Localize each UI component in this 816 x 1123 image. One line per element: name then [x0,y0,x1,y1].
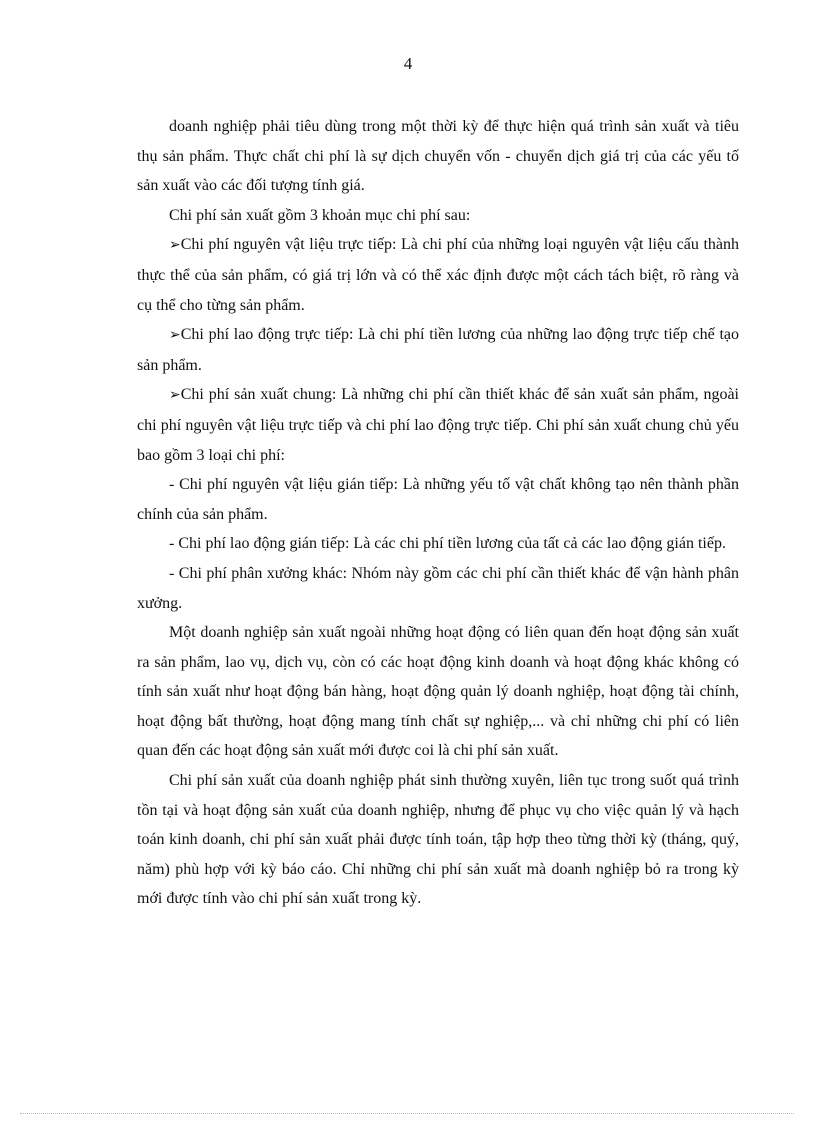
page-bottom-divider [20,1113,794,1114]
paragraph-text: Chi phí sản xuất chung: Là những chi phí cần thiết khác để sản xuất sản phẩm, ngoài chi phí nguyên vật liệu trực tiếp và chi phí lao động trực tiếp. Chi phí sản xuất chung chủ yếu bao gồm 3 loại chi phí: [137,386,739,464]
paragraph-1 [137,112,739,201]
paragraph-text: Chi phí nguyên vật liệu trực tiếp: Là chi phí của những loại nguyên vật liệu cấu thành thực thể của sản phẩm, có giá trị lớn và có thể xác định được một cách tách biệt, rõ ràng và cụ thể cho từng sản phẩm. [137,236,739,314]
paragraph-2 [137,201,739,231]
arrow-bullet-icon: ➢ [169,388,181,404]
paragraph-text: Chi phí sản xuất của doanh nghiệp phát sinh thường xuyên, liên tục trong suốt quá trình tồn tại và hoạt động sản xuất của doanh nghiệp, nhưng để phục vụ cho việc quản lý và hạch toán kinh doanh, chi phí sản xuất phải được tính toán, tập hợp theo từng thời kỳ (tháng, quý, năm) phù hợp với kỳ báo cáo. Chỉ những chi phí sản xuất mà doanh nghiệp bỏ ra trong kỳ mới được tính vào chi phí sản xuất trong kỳ. [137,772,739,908]
paragraph-text: - Chi phí lao động gián tiếp: Là các chi phí tiền lương của tất cả các lao động gián tiếp. [169,535,726,553]
dash-item-other-workshop [137,559,739,618]
bullet-direct-labor [137,320,739,380]
document-body [137,112,739,914]
paragraph-text: - Chi phí phân xưởng khác: Nhóm này gồm các chi phí cần thiết khác để vận hành phân xưởng. [137,564,739,612]
paragraph-text: Chi phí sản xuất gồm 3 khoản mục chi phí sau: [169,206,471,224]
dash-item-indirect-materials [137,470,739,529]
bullet-overhead [137,380,739,470]
arrow-bullet-icon: ➢ [169,328,181,344]
page-number: 4 [403,54,413,73]
paragraph-10 [137,766,739,914]
paragraph-text: Chi phí lao động trực tiếp: Là chi phí tiền lương của những lao động trực tiếp chế tạo sản phẩm. [137,326,739,374]
paragraph-text: Một doanh nghiệp sản xuất ngoài những hoạt động có liên quan đến hoạt động sản xuất ra sản phẩm, lao vụ, dịch vụ, còn có các hoạt động kinh doanh và hoạt động khác không có tính sản xuất như hoạt động bán hàng, hoạt động quản lý doanh nghiệp, hoạt động tài chính, hoạt động bất thường, hoạt động mang tính chất sự nghiệp,... và chỉ những chi phí có liên quan đến các hoạt động sản xuất mới được coi là chi phí sản xuất. [137,624,739,760]
paragraph-text: - Chi phí nguyên vật liệu gián tiếp: Là những yếu tố vật chất không tạo nên thành phần chính của sản phẩm. [137,476,739,523]
arrow-bullet-icon: ➢ [169,238,181,254]
bullet-direct-materials [137,230,739,320]
paragraph-9 [137,618,739,766]
paragraph-text: doanh nghiệp phải tiêu dùng trong một thời kỳ để thực hiện quá trình sản xuất và tiêu thụ sản phẩm. Thực chất chi phí là sự dịch chuyển vốn - chuyển dịch giá trị của các yếu tố sản xuất vào các đối tượng tính giá. [137,118,739,195]
dash-item-indirect-labor [137,529,739,559]
